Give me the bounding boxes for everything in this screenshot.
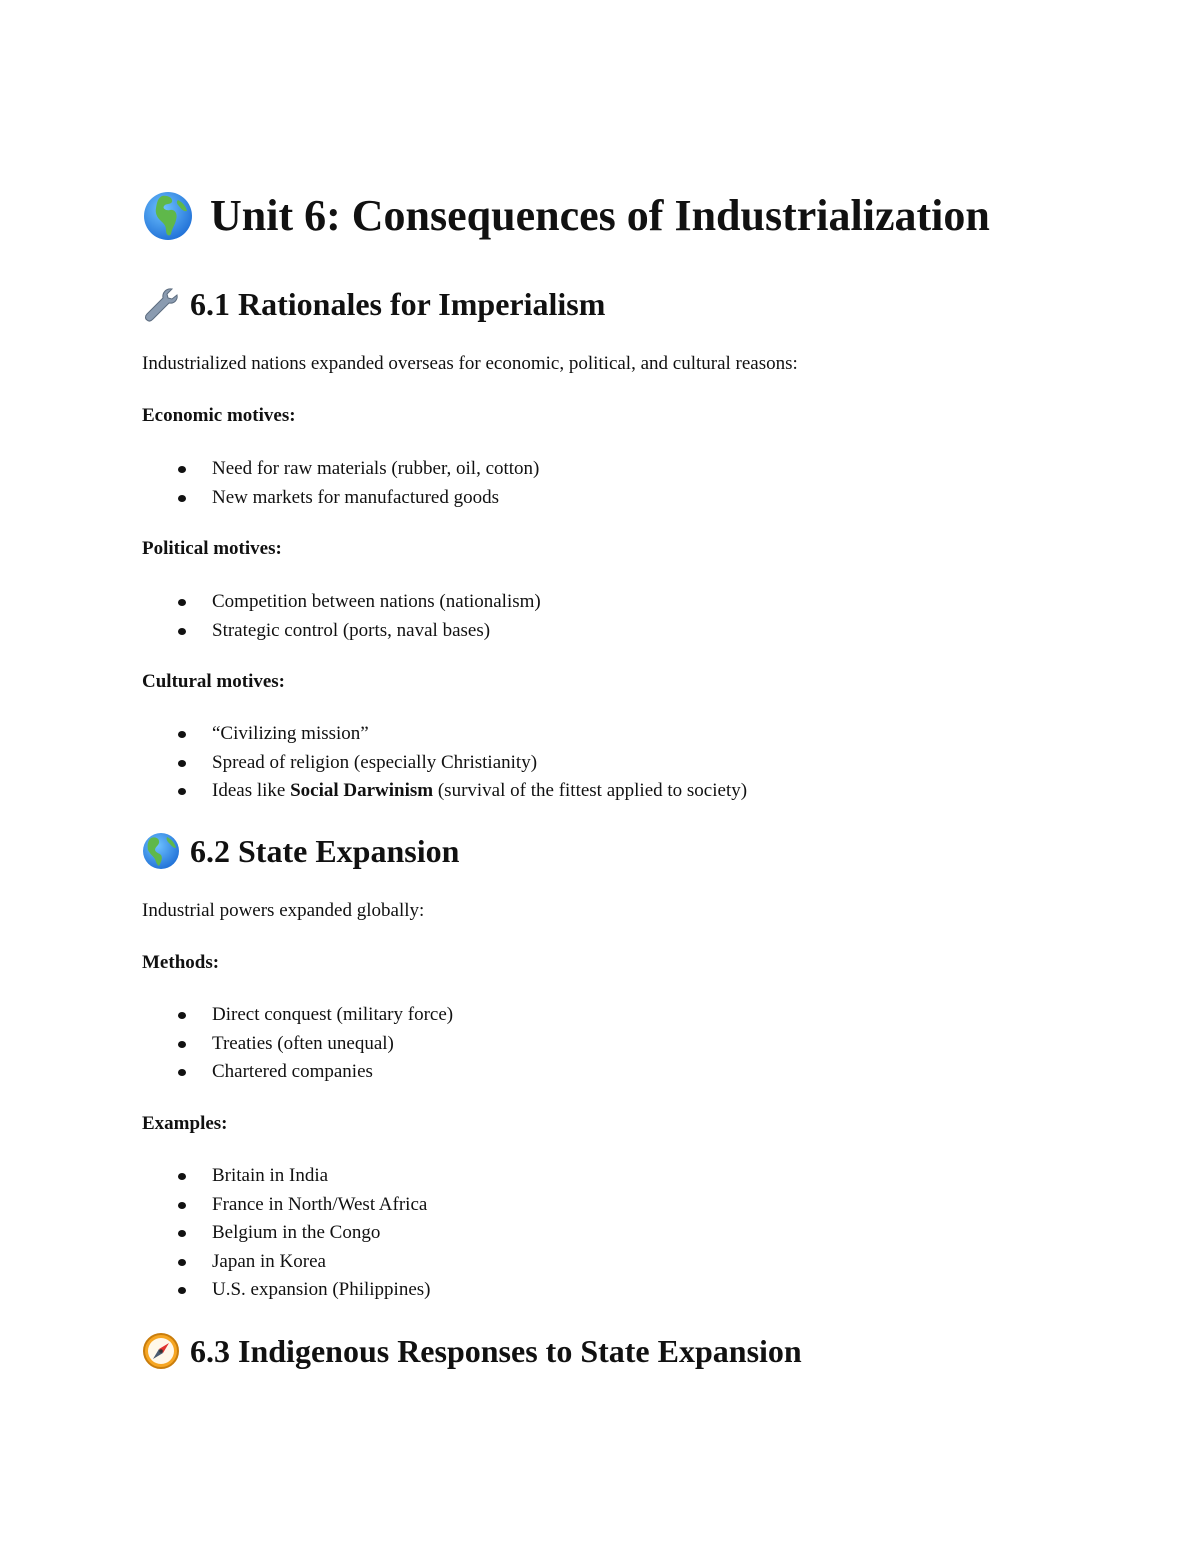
list-item: Belgium in the Congo bbox=[142, 1219, 431, 1248]
page-title-text: Unit 6: Consequences of Industrialization bbox=[210, 191, 990, 240]
section-heading-6-2 bbox=[142, 831, 459, 871]
bullet-icon bbox=[178, 628, 186, 635]
bullet-icon bbox=[178, 788, 186, 795]
list-item: Treaties (often unequal) bbox=[142, 1030, 453, 1059]
list-item: Chartered companies bbox=[142, 1058, 453, 1087]
group-label-economic: Economic motives: bbox=[142, 405, 296, 426]
bullet-icon bbox=[178, 1173, 186, 1180]
bullet-list-political bbox=[142, 588, 541, 645]
list-item: “Civilizing mission” bbox=[142, 720, 747, 749]
bullet-list-cultural bbox=[142, 720, 747, 806]
list-item: France in North/West Africa bbox=[142, 1191, 431, 1220]
section-heading-text: 6.1 Rationales for Imperialism bbox=[190, 286, 606, 322]
section-intro: Industrialized nations expanded overseas for economic, political, and cultural reasons: bbox=[142, 353, 798, 374]
list-item: Need for raw materials (rubber, oil, cotton) bbox=[142, 455, 539, 484]
wrench-icon bbox=[142, 285, 180, 323]
globe-americas-icon bbox=[142, 832, 180, 870]
list-item: Competition between nations (nationalism) bbox=[142, 588, 541, 617]
section-heading-text: 6.3 Indigenous Responses to State Expansion bbox=[190, 1333, 802, 1369]
section-intro: Industrial powers expanded globally: bbox=[142, 900, 425, 921]
section-heading-6-3 bbox=[142, 1331, 802, 1371]
group-label-cultural: Cultural motives: bbox=[142, 671, 286, 692]
bold-term: Social Darwinism bbox=[290, 780, 434, 801]
list-item: U.S. expansion (Philippines) bbox=[142, 1276, 431, 1305]
list-item: Japan in Korea bbox=[142, 1248, 431, 1277]
section-heading-text: 6.2 State Expansion bbox=[190, 833, 460, 869]
bullet-icon bbox=[178, 1012, 186, 1019]
bullet-icon bbox=[178, 760, 186, 767]
list-item: Ideas like Social Darwinism (survival of the fittest applied to society) bbox=[142, 777, 747, 806]
bullet-list-economic bbox=[142, 455, 539, 512]
bullet-icon bbox=[178, 1041, 186, 1048]
section-heading-6-1 bbox=[142, 284, 605, 324]
bullet-icon bbox=[178, 1202, 186, 1209]
group-label-methods: Methods: bbox=[142, 952, 220, 973]
bullet-icon bbox=[178, 599, 186, 606]
bullet-icon bbox=[178, 1287, 186, 1294]
list-item: Spread of religion (especially Christianity) bbox=[142, 749, 747, 778]
list-item: Direct conquest (military force) bbox=[142, 1001, 453, 1030]
bullet-icon bbox=[178, 1069, 186, 1076]
bullet-icon bbox=[178, 1259, 186, 1266]
bullet-icon bbox=[178, 1230, 186, 1237]
bullet-icon bbox=[178, 466, 186, 473]
list-item: New markets for manufactured goods bbox=[142, 484, 539, 513]
group-label-political: Political motives: bbox=[142, 538, 282, 559]
bullet-icon bbox=[178, 731, 186, 738]
list-item: Strategic control (ports, naval bases) bbox=[142, 617, 541, 646]
bullet-icon bbox=[178, 495, 186, 502]
bullet-list-examples bbox=[142, 1162, 431, 1305]
group-label-examples: Examples: bbox=[142, 1113, 228, 1134]
list-item: Britain in India bbox=[142, 1162, 431, 1191]
globe-europe-africa-icon bbox=[142, 190, 194, 242]
compass-icon bbox=[142, 1332, 180, 1370]
bullet-list-methods bbox=[142, 1001, 453, 1087]
page-title bbox=[142, 190, 990, 242]
